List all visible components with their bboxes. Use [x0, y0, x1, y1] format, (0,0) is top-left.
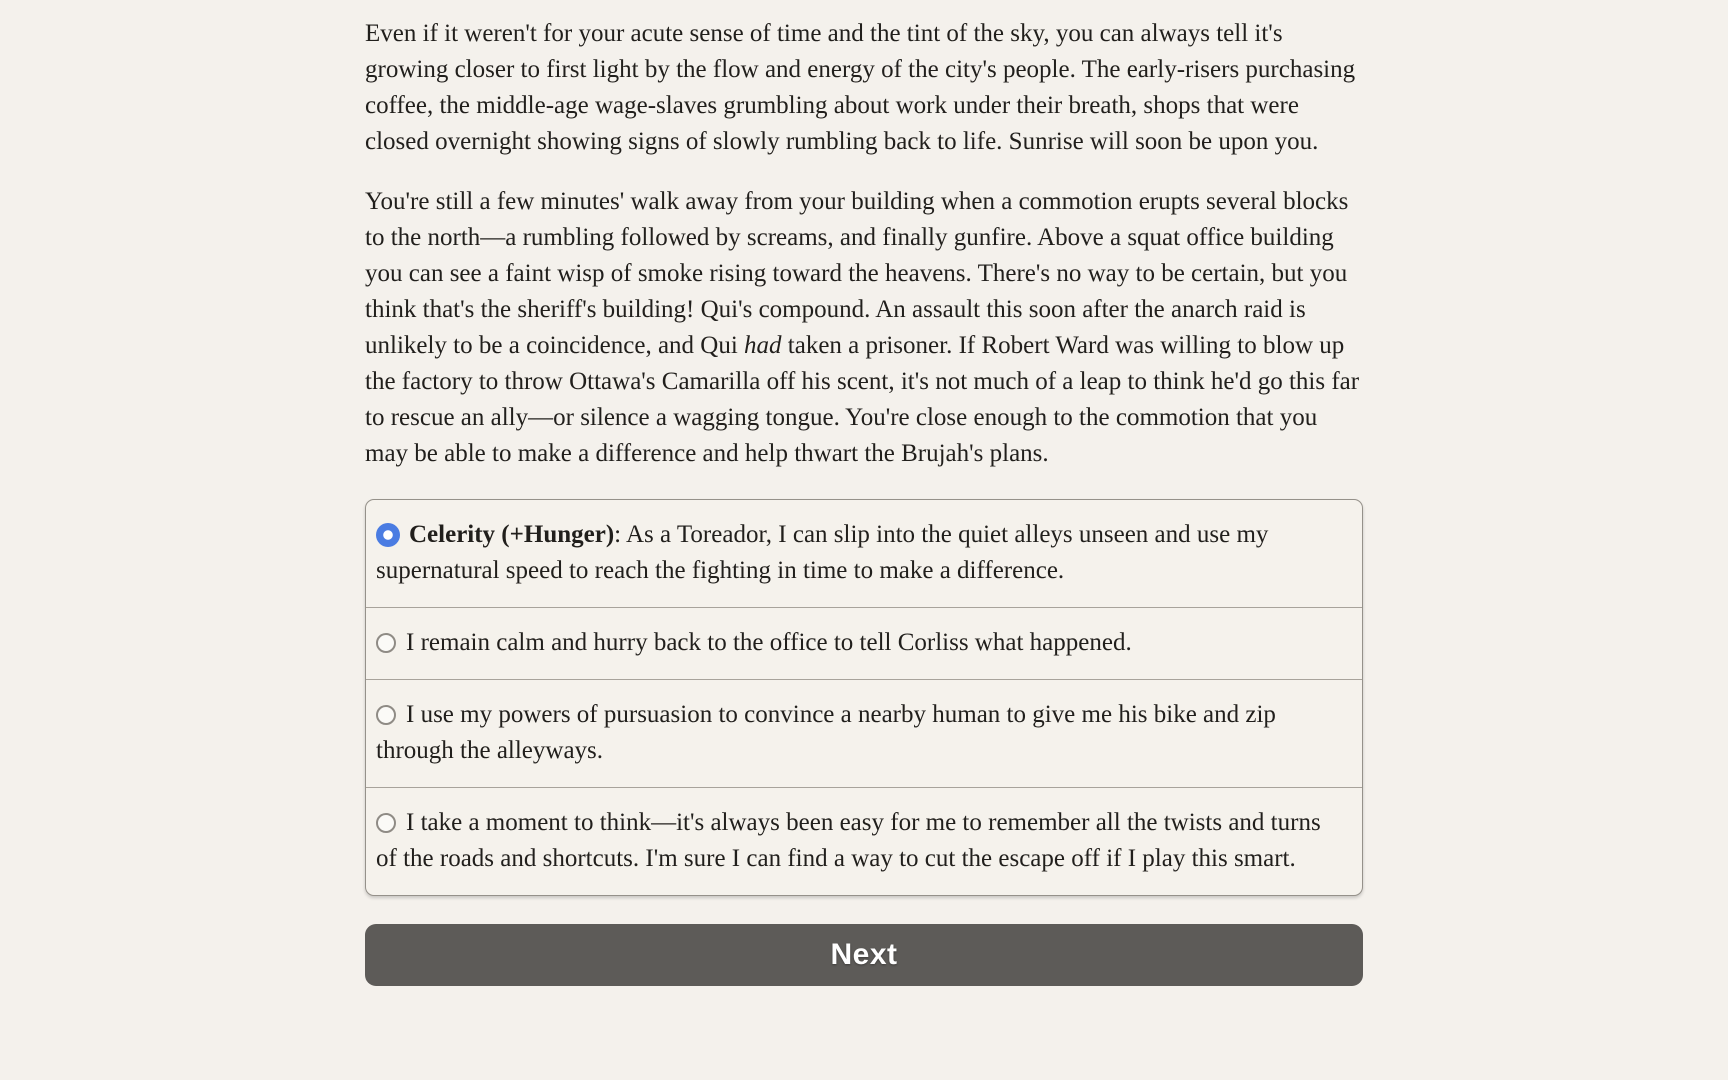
- story-paragraph-2: [365, 184, 1363, 472]
- story-paragraph-1: Even if it weren't for your acute sense of time and the tint of the sky, you can always tell it's growing closer to first light by the flow and energy of the city's people. The early-risers purchasing coffee, the middle-age wage-slaves grumbling about work under their breath, shops that were closed overnight showing signs of slowly rumbling back to life. Sunrise will soon be upon you.: [365, 20, 1356, 155]
- choice-option-celerity[interactable]: [366, 500, 1362, 607]
- choice-option-bold-label: Celerity (+Hunger): [409, 521, 615, 548]
- story-paragraph-2-text: taken a prisoner. If Robert Ward was willing to blow up the factory to throw Ottawa's Camarilla off his scent, it's not much of a leap to think he'd go this far to rescue an ally—or silence a wagging tongue. You're close enough to the commotion that you may be able to make a difference and help thwart the Brujah's plans.: [365, 332, 1360, 467]
- story-content: [365, 0, 1363, 986]
- choice-option-label: : As a Toreador, I can slip into the quiet alleys unseen and use my supernatural speed to reach the fighting in time to make a difference.: [376, 521, 1269, 584]
- radio-icon[interactable]: [376, 523, 400, 547]
- radio-icon[interactable]: [376, 813, 396, 833]
- story-paragraph-2-text: You're still a few minutes' walk away from your building when a commotion erupts several blocks to the north—a rumbling followed by screams, and finally gunfire. Above a squat office building you can see a faint wisp of smoke rising toward the heavens. There's no way to be certain, but you think that's the sheriff's building! Qui's compound. An assault this soon after the anarch raid is unlikely to be a coincidence, and Qui: [365, 188, 1349, 359]
- choice-option-think[interactable]: [366, 787, 1362, 895]
- story-paragraph-2-emphasis: had: [744, 332, 782, 359]
- choice-option-remain-calm[interactable]: [366, 607, 1362, 679]
- next-button[interactable]: Next: [365, 924, 1363, 986]
- choice-option-persuasion[interactable]: [366, 679, 1362, 787]
- choice-option-label: I remain calm and hurry back to the office to tell Corliss what happened.: [406, 629, 1132, 656]
- choice-option-label: I take a moment to think—it's always been easy for me to remember all the twists and turns of the roads and shortcuts. I'm sure I can find a way to cut the escape off if I play this smart.: [376, 809, 1321, 872]
- choice-list: [365, 499, 1363, 896]
- choice-option-label: I use my powers of pursuasion to convince a nearby human to give me his bike and zip through the alleyways.: [376, 701, 1276, 764]
- radio-icon[interactable]: [376, 705, 396, 725]
- radio-icon[interactable]: [376, 633, 396, 653]
